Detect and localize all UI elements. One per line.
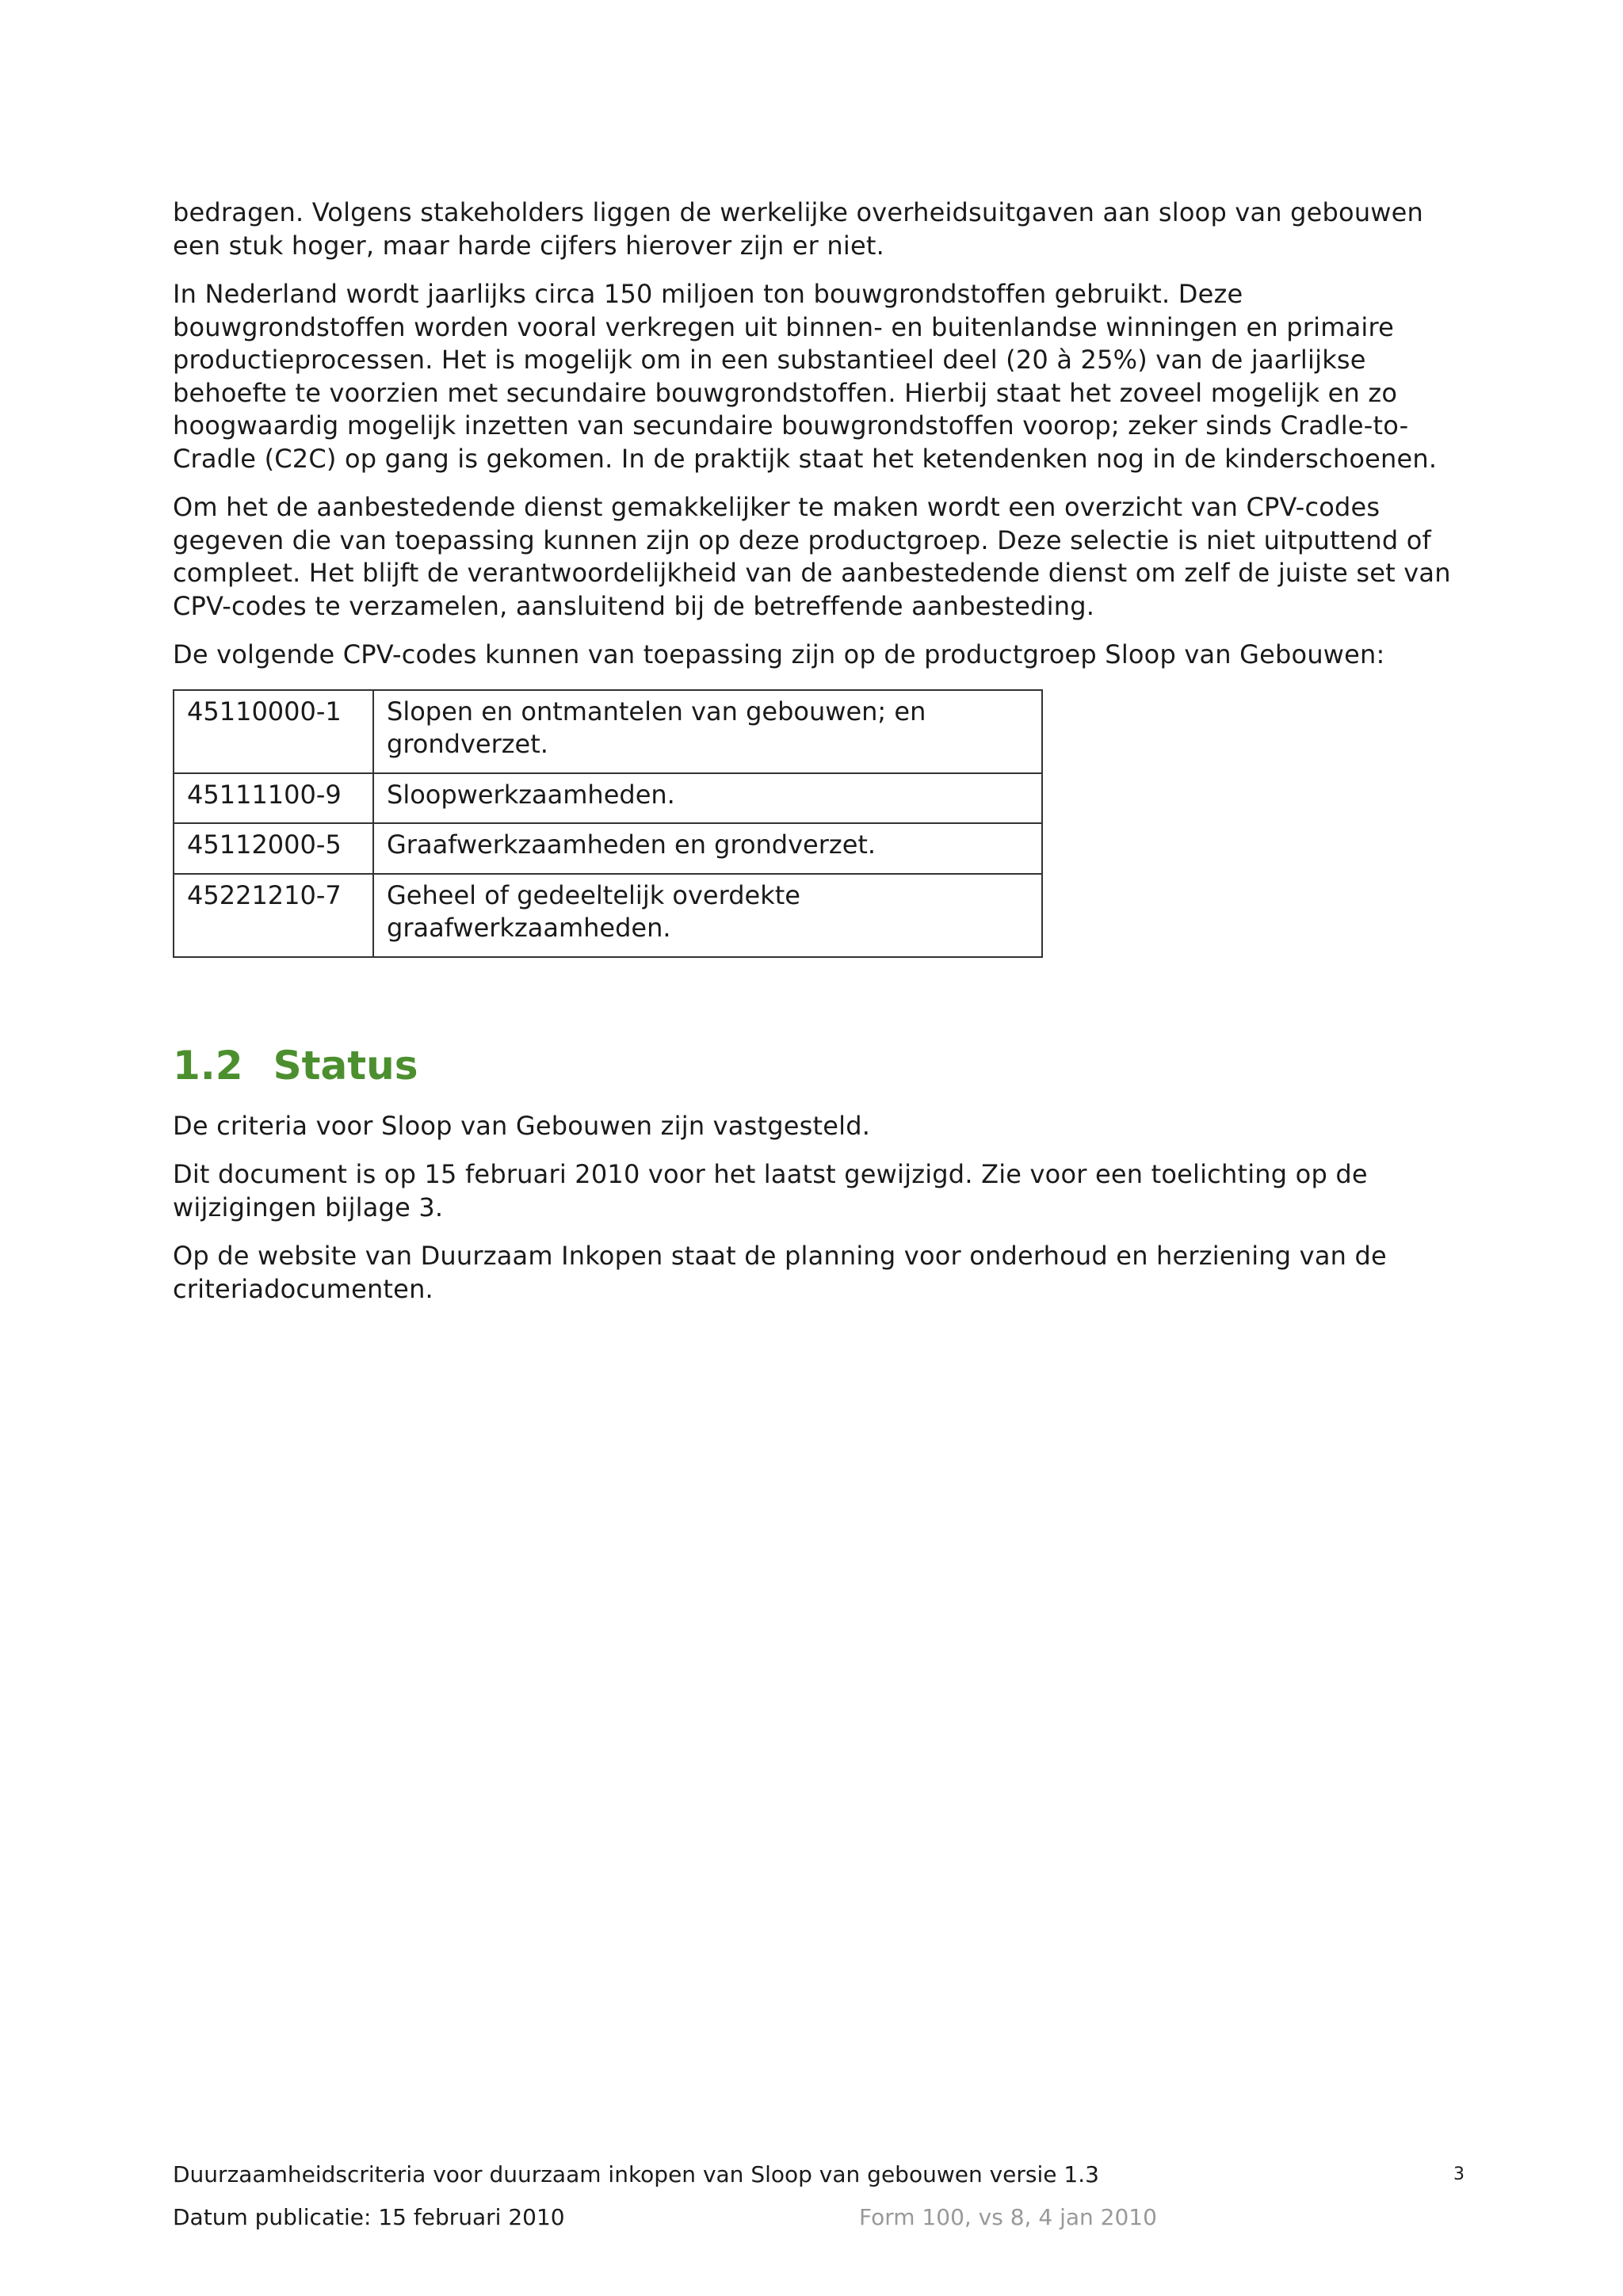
paragraph-cpv-overview: Om het de aanbestedende dienst gemakkelijker te maken wordt een overzicht van CPV-codes gegeven die van toepassing kunnen zijn op deze productgroep. Deze selectie is niet uitputtend of compleet. Het blijft de verantwoordelijkheid van de aanbestedende dienst om zelf de juiste set van CPV-codes te verzamelen, aansluitend bij de betreffende aanbesteding. (173, 492, 1451, 621)
footer-publication-date: Datum publicatie: 15 februari 2010 (173, 2204, 565, 2230)
cpv-description: Geheel of gedeeltelijk overdekte graafwerkzaamheden. (373, 874, 1042, 957)
cpv-code: 45221210-7 (174, 874, 373, 957)
footer-form-info: Form 100, vs 8, 4 jan 2010 (859, 2204, 1157, 2230)
table-row (174, 773, 1042, 824)
paragraph-spending: bedragen. Volgens stakeholders liggen de werkelijke overheidsuitgaven aan sloop van gebouwen een stuk hoger, maar harde cijfers hierover zijn er niet. (173, 197, 1424, 261)
section-title: Status (273, 1042, 418, 1089)
document-body (173, 196, 1465, 1322)
paragraph-raw-materials: In Nederland wordt jaarlijks circa 150 miljoen ton bouwgrondstoffen gebruikt. Deze bouwgrondstoffen worden vooral verkregen uit binnen- en buitenlandse winningen en primaire productieprocessen. Het is mogelijk om in een substantieel deel (20 à 25%) van de jaarlijkse behoefte te voorzien met secundaire bouwgrondstoffen. Hierbij staat het zoveel mogelijk en zo hoogwaardig mogelijk inzetten van secundaire bouwgrondstoffen voorop; zeker sinds Cradle-to-Cradle (C2C) op gang is gekomen. In de praktijk staat het ketendenken nog in de kinderschoenen. (173, 279, 1438, 474)
paragraph-status-modified: Dit document is op 15 februari 2010 voor het laatst gewijzigd. Zie voor een toelichting op de wijzigingen bijlage 3. (173, 1159, 1368, 1222)
page-number: 3 (1453, 2164, 1465, 2184)
cpv-code: 45110000-1 (174, 690, 373, 773)
table-row (174, 823, 1042, 874)
paragraph-cpv-intro: De volgende CPV-codes kunnen van toepassing zijn op de productgroep Sloop van Gebouwen: (173, 639, 1385, 669)
paragraph-status-criteria: De criteria voor Sloop van Gebouwen zijn vastgesteld. (173, 1110, 871, 1141)
table-row (174, 874, 1042, 957)
footer-date-row (173, 2204, 1465, 2236)
section-number: 1.2 (173, 1042, 243, 1089)
footer-doc-title: Duurzaamheidscriteria voor duurzaam inkopen van Sloop van gebouwen versie 1.3 (173, 2161, 1099, 2187)
cpv-description: Slopen en ontmantelen van gebouwen; en grondverzet. (373, 690, 1042, 773)
cpv-code: 45111100-9 (174, 773, 373, 824)
paragraph-status-website: Op de website van Duurzaam Inkopen staat de planning voor onderhoud en herziening van de criteriadocumenten. (173, 1241, 1387, 1304)
cpv-code: 45112000-5 (174, 823, 373, 874)
footer-title-row (173, 2161, 1465, 2193)
section-heading (173, 1040, 1465, 1091)
cpv-description: Sloopwerkzaamheden. (373, 773, 1042, 824)
table-row (174, 690, 1042, 773)
cpv-description: Graafwerkzaamheden en grondverzet. (373, 823, 1042, 874)
cpv-codes-table (173, 689, 1043, 958)
